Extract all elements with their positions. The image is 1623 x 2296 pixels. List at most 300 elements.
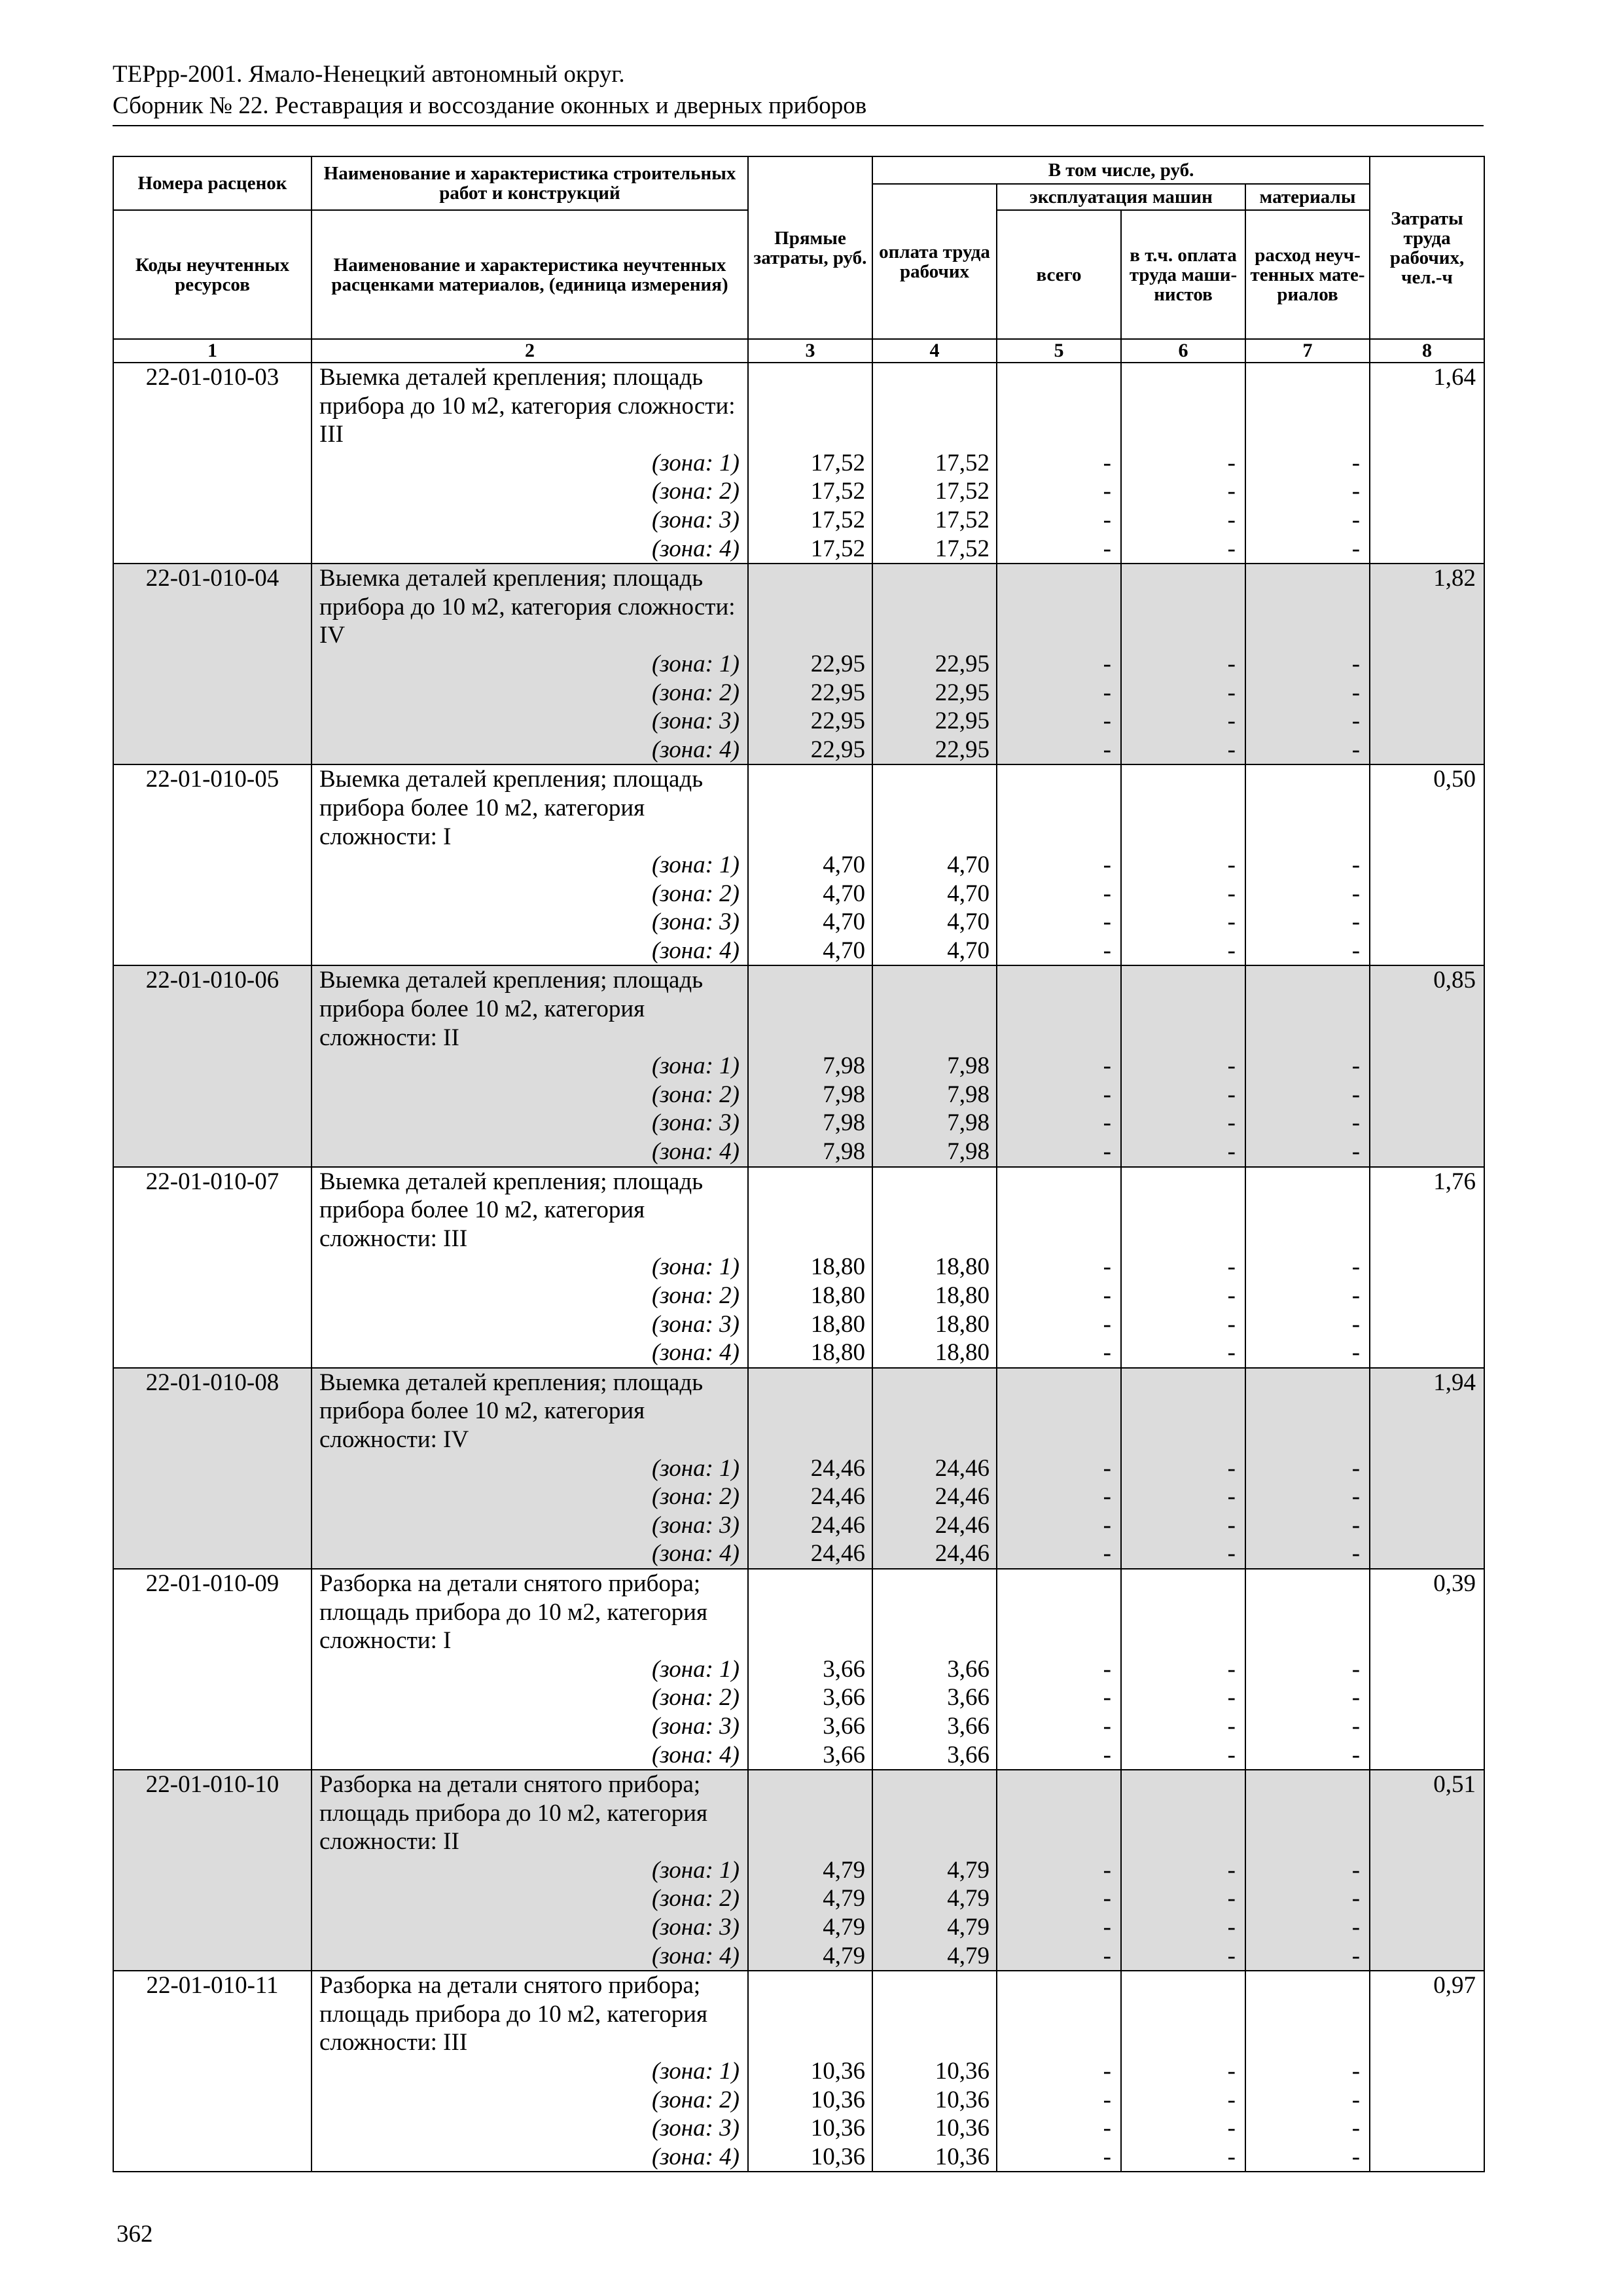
direct-cost: 18,80 [810,1253,865,1281]
materials-cost: - [1351,1712,1361,1740]
zone-label: (зона: 4) [651,736,740,763]
labor-cost-cell [1370,1368,1484,1569]
rate-item [113,1770,1484,1971]
operator-wages: - [1227,1540,1236,1568]
rate-item [113,764,1484,965]
direct-cost: 18,80 [810,1310,865,1338]
zone-label: (зона: 1) [651,650,740,677]
operator-wages: - [1227,1081,1236,1108]
labor-cost: 1,76 [1433,1168,1476,1195]
header-material-name: Наименование и характеристика неучтенных расценками материалов, (единица измерения) [312,210,748,339]
operator-wages-cell [1121,564,1245,764]
machines-total: - [1103,937,1111,964]
operator-wages-cell [1121,1167,1245,1368]
worker-wages: 7,98 [947,1081,990,1108]
machines-total: - [1103,2115,1111,2142]
machines-total: - [1103,2143,1111,2170]
work-description-cell [312,1770,748,1971]
materials-cost: - [1351,1310,1361,1338]
header-machines-total: всего [997,210,1121,339]
worker-wages: 18,80 [935,1282,990,1309]
operator-wages: - [1227,1052,1236,1080]
zone-label: (зона: 1) [651,2058,740,2085]
worker-wages-cell [872,1167,997,1368]
rate-code-cell [113,1770,312,1971]
operator-wages: - [1227,1712,1236,1740]
work-description: Выемка деталей крепления; площадь прибора более 10 м2, категория сложности: IV [319,1369,704,1453]
direct-cost: 24,46 [810,1511,865,1539]
materials-cost: - [1351,506,1361,533]
direct-cost: 4,70 [823,937,865,964]
worker-wages: 17,52 [935,535,990,562]
materials-cost: - [1351,1885,1361,1912]
zone-label: (зона: 1) [651,449,740,476]
rate-code: 22-01-010-09 [145,1570,279,1597]
operator-wages: - [1227,1282,1236,1309]
materials-cost: - [1351,1540,1361,1568]
table-row [113,1770,1484,1971]
materials-cost: - [1351,1655,1361,1683]
materials-cost: - [1351,908,1361,936]
table-row [113,1167,1484,1368]
direct-cost: 4,79 [823,1942,865,1969]
materials-cost: - [1351,1942,1361,1969]
rate-code: 22-01-010-06 [145,967,279,994]
operator-wages: - [1227,535,1236,562]
zone-label: (зона: 3) [651,1712,740,1740]
materials-cost: - [1351,1339,1361,1367]
rate-item [113,1167,1484,1368]
work-description: Выемка деталей крепления; площадь прибора до 10 м2, категория сложности: IV [319,565,736,649]
operator-wages: - [1227,2058,1236,2085]
worker-wages-cell [872,1971,997,2172]
materials-cost-cell [1245,363,1370,564]
rate-code: 22-01-010-07 [145,1168,279,1195]
direct-cost-cell [748,1368,872,1569]
worker-wages: 18,80 [935,1339,990,1367]
zone-label: (зона: 1) [651,1454,740,1482]
worker-wages: 7,98 [947,1052,990,1080]
materials-cost: - [1351,1081,1361,1108]
materials-cost: - [1351,535,1361,562]
table-row [113,764,1484,965]
operator-wages: - [1227,1253,1236,1281]
labor-cost: 0,85 [1433,967,1476,994]
zone-label: (зона: 2) [651,478,740,505]
operator-wages: - [1227,937,1236,964]
header-work-name: Наименование и характеристика строительных работ и конструкций [312,156,748,210]
zone-label: (зона: 4) [651,937,740,964]
direct-cost: 7,98 [823,1138,865,1166]
machines-total: - [1103,478,1111,505]
header-rate-numbers: Номера расценок [113,156,312,210]
work-description-cell [312,1569,748,1770]
materials-cost: - [1351,449,1361,476]
materials-cost-cell [1245,764,1370,965]
operator-wages: - [1227,2115,1236,2142]
worker-wages-cell [872,1770,997,1971]
materials-cost: - [1351,736,1361,763]
rate-code: 22-01-010-08 [145,1369,279,1396]
materials-cost: - [1351,937,1361,964]
direct-cost: 24,46 [810,1454,865,1482]
operator-wages-cell [1121,965,1245,1166]
worker-wages: 10,36 [935,2086,990,2113]
worker-wages: 24,46 [935,1483,990,1511]
machines-total: - [1103,1483,1111,1511]
machines-total-cell [997,965,1121,1166]
operator-wages: - [1227,1741,1236,1768]
operator-wages: - [1227,2086,1236,2113]
direct-cost-cell [748,1770,872,1971]
operator-wages: - [1227,679,1236,706]
worker-wages: 3,66 [947,1712,990,1740]
operator-wages: - [1227,1942,1236,1969]
operator-wages: - [1227,1885,1236,1912]
worker-wages-cell [872,764,997,965]
materials-cost: - [1351,1856,1361,1884]
materials-cost-cell [1245,1368,1370,1569]
header-labor-costs: Затраты труда рабочих, чел.-ч [1370,156,1484,339]
header-rule [113,125,1484,126]
labor-cost: 1,64 [1433,364,1476,391]
header-operator-wages: в т.ч. оплата труда маши-нистов [1121,210,1245,339]
worker-wages: 22,95 [935,736,990,763]
zone-label: (зона: 1) [651,1253,740,1281]
worker-wages: 10,36 [935,2143,990,2170]
materials-cost: - [1351,1109,1361,1137]
machines-total: - [1103,1914,1111,1941]
machines-total: - [1103,1655,1111,1683]
worker-wages: 3,66 [947,1655,990,1683]
rate-code: 22-01-010-10 [145,1771,279,1799]
zone-label: (зона: 2) [651,2086,740,2113]
operator-wages-cell [1121,1569,1245,1770]
worker-wages: 4,79 [947,1914,990,1941]
zone-label: (зона: 3) [651,708,740,735]
worker-wages: 10,36 [935,2115,990,2142]
worker-wages: 4,70 [947,908,990,936]
zone-label: (зона: 2) [651,1483,740,1511]
zone-label: (зона: 1) [651,1655,740,1683]
direct-cost-cell [748,1971,872,2172]
machines-total: - [1103,449,1111,476]
direct-cost: 4,70 [823,852,865,879]
machines-total-cell [997,564,1121,764]
worker-wages: 10,36 [935,2058,990,2085]
materials-cost: - [1351,1138,1361,1166]
worker-wages: 4,79 [947,1885,990,1912]
machines-total: - [1103,1942,1111,1969]
materials-cost-cell [1245,965,1370,1166]
operator-wages: - [1227,1138,1236,1166]
zone-label: (зона: 3) [651,908,740,936]
zone-label: (зона: 1) [651,1856,740,1884]
direct-cost: 4,79 [823,1914,865,1941]
rate-code-cell [113,764,312,965]
operator-wages: - [1227,1339,1236,1367]
machines-total-cell [997,764,1121,965]
worker-wages: 24,46 [935,1454,990,1482]
worker-wages: 24,46 [935,1540,990,1568]
table-row [113,564,1484,764]
labor-cost-cell [1370,965,1484,1166]
direct-cost: 10,36 [810,2058,865,2085]
rate-item [113,965,1484,1166]
direct-cost: 17,52 [810,449,865,476]
direct-cost: 7,98 [823,1109,865,1137]
zone-label: (зона: 3) [651,2115,740,2142]
header-direct-costs: Прямые затраты, руб. [748,156,872,339]
materials-cost: - [1351,1454,1361,1482]
column-number: 4 [872,339,997,363]
header-including: В том числе, руб. [872,156,1370,184]
operator-wages: - [1227,1454,1236,1482]
machines-total: - [1103,1138,1111,1166]
header-unaccounted-materials: расход неуч-тенных мате-риалов [1245,210,1370,339]
header-machine-operation: эксплуатация машин [997,184,1245,210]
direct-cost: 4,79 [823,1885,865,1912]
materials-cost: - [1351,1052,1361,1080]
worker-wages: 17,52 [935,478,990,505]
zone-label: (зона: 2) [651,1081,740,1108]
machines-total: - [1103,2058,1111,2085]
header-materials: материалы [1245,184,1370,210]
document-header-title: ТЕРрр-2001. Ямало-Ненецкий автономный округ. [113,61,625,88]
direct-cost-cell [748,1569,872,1770]
direct-cost: 10,36 [810,2143,865,2170]
machines-total: - [1103,1454,1111,1482]
zone-label: (зона: 1) [651,852,740,879]
materials-cost: - [1351,708,1361,735]
machines-total: - [1103,1684,1111,1712]
materials-cost: - [1351,880,1361,907]
labor-cost: 0,97 [1433,1972,1476,2000]
worker-wages: 24,46 [935,1511,990,1539]
rate-code-cell [113,1167,312,1368]
header-worker-wages: оплата труда рабочих [872,184,997,339]
table-row [113,1569,1484,1770]
column-number: 5 [997,339,1121,363]
rate-item [113,1971,1484,2172]
direct-cost: 22,95 [810,736,865,763]
column-number: 1 [113,339,312,363]
zone-label: (зона: 2) [651,1282,740,1309]
materials-cost: - [1351,2115,1361,2142]
machines-total-cell [997,1971,1121,2172]
labor-cost-cell [1370,1569,1484,1770]
materials-cost: - [1351,650,1361,677]
machines-total: - [1103,679,1111,706]
materials-cost: - [1351,852,1361,879]
materials-cost-cell [1245,1167,1370,1368]
labor-cost: 1,82 [1433,565,1476,592]
labor-cost-cell [1370,564,1484,764]
machines-total: - [1103,1712,1111,1740]
machines-total: - [1103,708,1111,735]
table-row [113,965,1484,1166]
work-description: Разборка на детали снятого прибора; площадь прибора до 10 м2, категория сложности: II [319,1771,708,1856]
zone-label: (зона: 4) [651,1942,740,1969]
rate-code: 22-01-010-11 [146,1972,279,2000]
direct-cost: 3,66 [823,1741,865,1768]
machines-total: - [1103,1339,1111,1367]
table-row [113,363,1484,564]
rate-item [113,564,1484,764]
operator-wages-cell [1121,363,1245,564]
worker-wages-cell [872,1569,997,1770]
machines-total: - [1103,1310,1111,1338]
work-description: Выемка деталей крепления; площадь прибора до 10 м2, категория сложности: III [319,364,736,448]
machines-total-cell [997,1770,1121,1971]
worker-wages: 3,66 [947,1684,990,1712]
labor-cost-cell [1370,1167,1484,1368]
column-number: 3 [748,339,872,363]
worker-wages: 4,70 [947,852,990,879]
table-row [113,1368,1484,1569]
operator-wages: - [1227,1511,1236,1539]
operator-wages: - [1227,1914,1236,1941]
operator-wages-cell [1121,1971,1245,2172]
column-number: 2 [312,339,748,363]
zone-label: (зона: 3) [651,1310,740,1338]
direct-cost: 10,36 [810,2086,865,2113]
page-number: 362 [116,2221,153,2248]
materials-cost: - [1351,1483,1361,1511]
direct-cost: 22,95 [810,708,865,735]
materials-cost-cell [1245,1770,1370,1971]
machines-total: - [1103,1253,1111,1281]
direct-cost: 3,66 [823,1712,865,1740]
operator-wages: - [1227,708,1236,735]
materials-cost: - [1351,2143,1361,2170]
labor-cost-cell [1370,1770,1484,1971]
materials-cost: - [1351,1511,1361,1539]
direct-cost-cell [748,363,872,564]
zone-label: (зона: 4) [651,1741,740,1768]
operator-wages: - [1227,1310,1236,1338]
zone-label: (зона: 3) [651,1109,740,1137]
materials-cost: - [1351,478,1361,505]
direct-cost-cell [748,965,872,1166]
machines-total: - [1103,650,1111,677]
direct-cost: 4,70 [823,880,865,907]
materials-cost: - [1351,1914,1361,1941]
operator-wages: - [1227,1109,1236,1137]
operator-wages: - [1227,736,1236,763]
operator-wages: - [1227,478,1236,505]
header-resource-codes: Коды неучтенных ресурсов [113,210,312,339]
materials-cost: - [1351,2086,1361,2113]
worker-wages: 7,98 [947,1138,990,1166]
rate-code: 22-01-010-03 [145,364,279,391]
operator-wages: - [1227,1684,1236,1712]
worker-wages: 4,79 [947,1856,990,1884]
machines-total: - [1103,1885,1111,1912]
column-number: 6 [1121,339,1245,363]
materials-cost-cell [1245,564,1370,764]
direct-cost: 4,70 [823,908,865,936]
direct-cost: 24,46 [810,1483,865,1511]
direct-cost: 3,66 [823,1655,865,1683]
work-description: Выемка деталей крепления; площадь прибора более 10 м2, категория сложности: I [319,766,704,850]
worker-wages-cell [872,965,997,1166]
work-description-cell [312,965,748,1166]
labor-cost-cell [1370,764,1484,965]
work-description: Выемка деталей крепления; площадь прибора более 10 м2, категория сложности: II [319,967,704,1051]
worker-wages: 17,52 [935,506,990,533]
worker-wages: 17,52 [935,449,990,476]
labor-cost: 0,39 [1433,1570,1476,1597]
zone-label: (зона: 2) [651,1885,740,1912]
machines-total: - [1103,506,1111,533]
machines-total: - [1103,852,1111,879]
operator-wages-cell [1121,1770,1245,1971]
direct-cost: 3,66 [823,1684,865,1712]
zone-label: (зона: 4) [651,1339,740,1367]
worker-wages-cell [872,363,997,564]
machines-total: - [1103,880,1111,907]
zone-label: (зона: 4) [651,1138,740,1166]
worker-wages: 3,66 [947,1741,990,1768]
machines-total-cell [997,1569,1121,1770]
machines-total-cell [997,1167,1121,1368]
rate-code: 22-01-010-04 [145,565,279,592]
rate-code-cell [113,965,312,1166]
work-description-cell [312,764,748,965]
work-description: Разборка на детали снятого прибора; площадь прибора до 10 м2, категория сложности: III [319,1972,708,2056]
materials-cost: - [1351,1253,1361,1281]
rate-item [113,363,1484,564]
operator-wages-cell [1121,1368,1245,1569]
table-row [113,1971,1484,2172]
rate-code-cell [113,1368,312,1569]
rate-code-cell [113,363,312,564]
materials-cost: - [1351,2058,1361,2085]
labor-cost: 0,51 [1433,1771,1476,1799]
zone-label: (зона: 4) [651,535,740,562]
direct-cost-cell [748,1167,872,1368]
materials-cost: - [1351,679,1361,706]
rate-item [113,1368,1484,1569]
direct-cost: 18,80 [810,1282,865,1309]
operator-wages: - [1227,908,1236,936]
direct-cost: 17,52 [810,506,865,533]
column-number: 8 [1370,339,1484,363]
machines-total: - [1103,736,1111,763]
operator-wages: - [1227,650,1236,677]
machines-total: - [1103,535,1111,562]
direct-cost-cell [748,764,872,965]
worker-wages: 7,98 [947,1109,990,1137]
work-description-cell [312,1368,748,1569]
machines-total: - [1103,1081,1111,1108]
rate-item [113,1569,1484,1770]
machines-total: - [1103,2086,1111,2113]
zone-label: (зона: 2) [651,1684,740,1712]
operator-wages: - [1227,1655,1236,1683]
machines-total-cell [997,1368,1121,1569]
operator-wages: - [1227,449,1236,476]
work-description: Разборка на детали снятого прибора; площадь прибора до 10 м2, категория сложности: I [319,1570,708,1655]
materials-cost: - [1351,1282,1361,1309]
rate-code-cell [113,564,312,764]
materials-cost-cell [1245,1569,1370,1770]
worker-wages: 22,95 [935,679,990,706]
zone-label: (зона: 1) [651,1052,740,1080]
materials-cost: - [1351,1684,1361,1712]
materials-cost-cell [1245,1971,1370,2172]
